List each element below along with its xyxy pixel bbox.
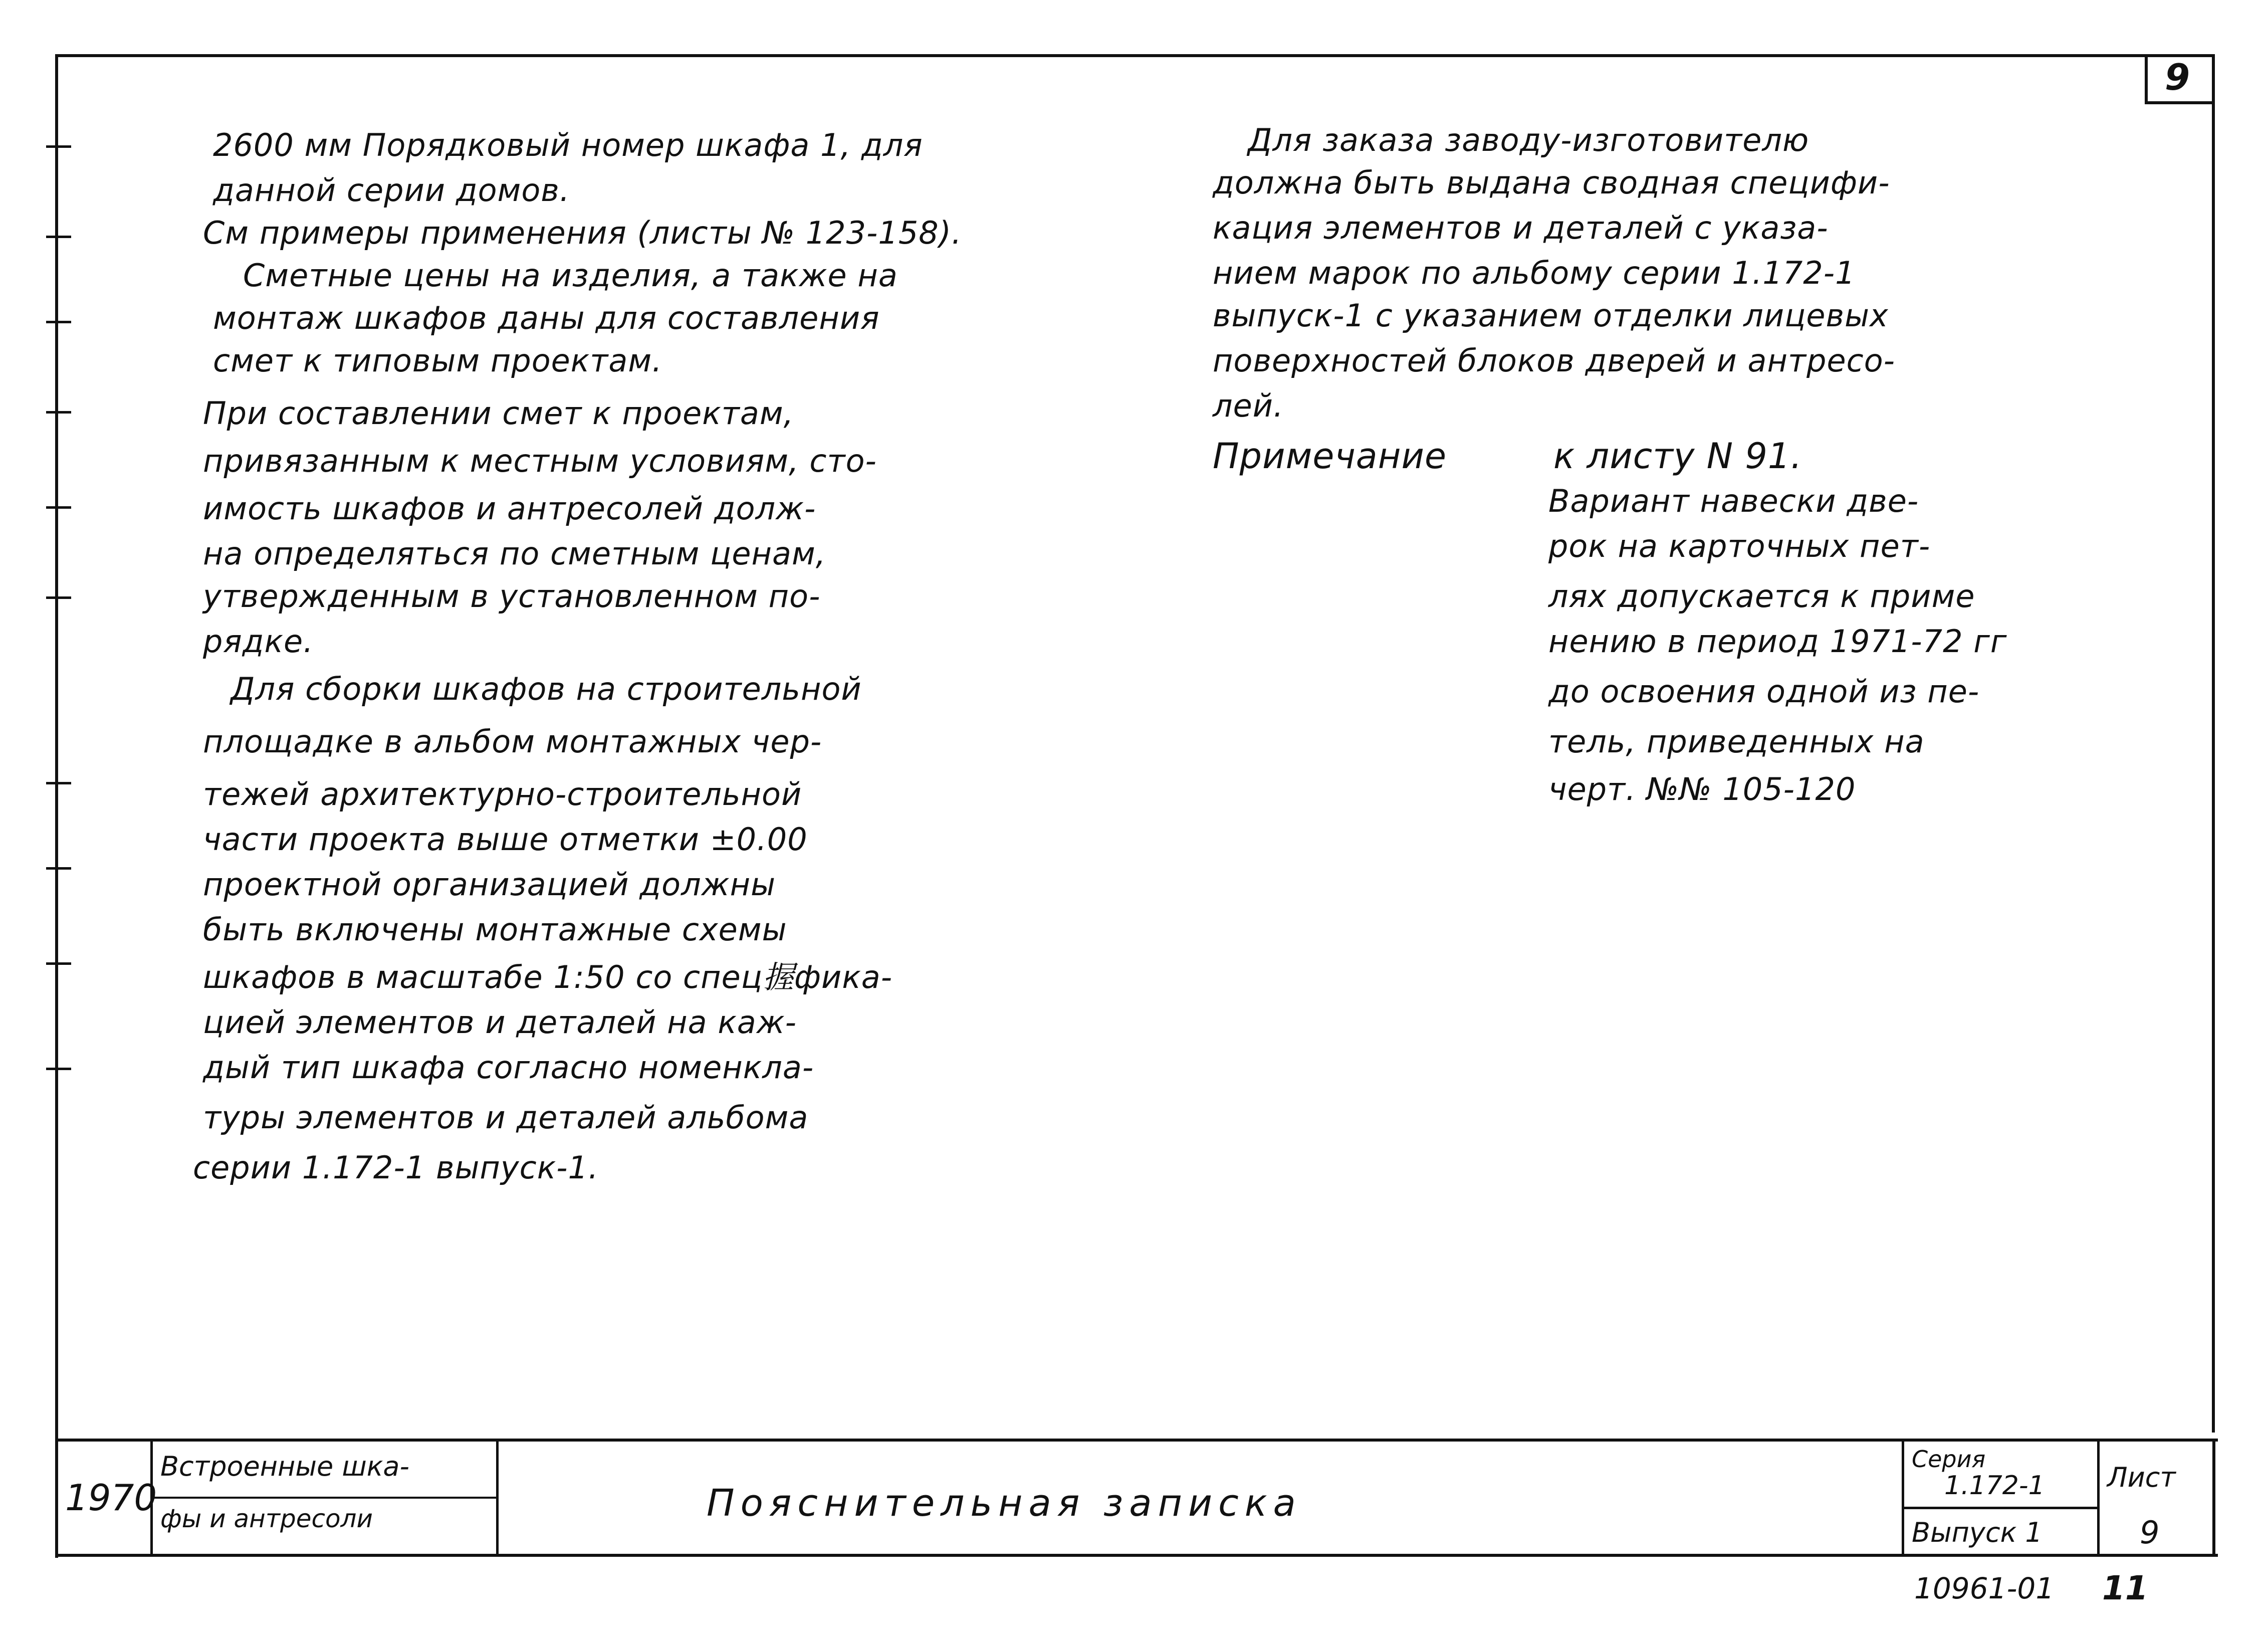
year: 1970 <box>65 1477 157 1519</box>
subject-line1: Встроенные шка- <box>160 1451 409 1482</box>
left-line: на определяться по сметным ценам, <box>203 535 826 572</box>
note-line: до освоения одной из пе- <box>1548 673 1980 710</box>
separator <box>496 1442 499 1557</box>
note-label: Примечание <box>1213 436 1447 477</box>
frame-right <box>2212 54 2215 1433</box>
left-line: серии 1.172-1 выпуск-1. <box>193 1149 599 1186</box>
left-line: имость шкафов и антресолей долж- <box>203 490 816 527</box>
left-line: утвержденным в установленном по- <box>203 578 821 615</box>
margin-tick <box>46 1068 71 1070</box>
separator <box>2212 1442 2215 1557</box>
frame-left <box>55 54 58 1558</box>
separator <box>2097 1442 2100 1557</box>
margin-tick <box>46 506 71 509</box>
left-line: тежей архитектурно-строительной <box>203 776 802 812</box>
note-line: к листу N 91. <box>1553 436 1802 477</box>
doc-number: 10961-01 <box>1914 1571 2055 1605</box>
sheet-label: Лист <box>2107 1462 2176 1493</box>
title-block <box>55 1439 2218 1557</box>
note-line: черт. №№ 105-120 <box>1548 771 1856 807</box>
issue-label: Выпуск 1 <box>1912 1517 2043 1548</box>
right-line: Для заказа заводу-изготовителю <box>1248 122 1809 158</box>
margin-tick <box>46 411 71 414</box>
document-title: Пояснительная записка <box>707 1482 1302 1525</box>
series-label: Серия <box>1912 1446 1986 1473</box>
left-line: быть включены монтажные схемы <box>203 911 787 948</box>
margin-tick <box>46 962 71 965</box>
margin-tick <box>46 596 71 599</box>
left-line: туры элементов и деталей альбома <box>203 1099 809 1136</box>
corner-sheet-number: 9 <box>2165 56 2190 98</box>
left-line: Сметные цены на изделия, а также на <box>243 257 898 294</box>
left-line: шкафов в масштабе 1:50 со спец握фика- <box>203 959 893 995</box>
separator <box>1902 1507 2097 1509</box>
note-line: нению в период 1971-72 гг <box>1548 623 2007 660</box>
left-line: При составлении смет к проектам, <box>203 395 794 432</box>
note-line: лях допускается к приме <box>1548 578 1975 615</box>
frame-top <box>55 54 2215 57</box>
left-line: рядке. <box>203 623 314 660</box>
subject-line2: фы и антресоли <box>160 1504 373 1533</box>
sheet-value: 9 <box>2140 1514 2160 1551</box>
left-line: проектной организацией должны <box>203 866 776 903</box>
left-line: смет к типовым проектам. <box>213 342 662 379</box>
note-line: Вариант навески две- <box>1548 483 1919 519</box>
left-line: Для сборки шкафов на строительной <box>231 671 862 707</box>
left-line: 2600 мм Порядковый номер шкафа 1, для <box>213 127 923 163</box>
margin-tick <box>46 236 71 238</box>
left-line: привязанным к местным условиям, сто- <box>203 443 877 479</box>
note-line: рок на карточных пет- <box>1548 528 1931 564</box>
margin-tick <box>46 782 71 784</box>
separator <box>150 1497 496 1499</box>
right-line: поверхностей блоков дверей и антресо- <box>1213 342 1896 379</box>
right-line: нием марок по альбому серии 1.172-1 <box>1213 255 1856 291</box>
left-line: данной серии домов. <box>213 172 570 209</box>
left-line: дый тип шкафа согласно номенкла- <box>203 1049 814 1086</box>
separator <box>1902 1442 1904 1557</box>
left-line: площадке в альбом монтажных чер- <box>203 723 822 760</box>
page-number: 11 <box>2102 1569 2148 1607</box>
series-value: 1.172-1 <box>1944 1471 2045 1501</box>
note-line: тель, приведенных на <box>1548 723 1925 760</box>
left-line: монтаж шкафов даны для составления <box>213 300 880 336</box>
right-line: выпуск-1 с указанием отделки лицевых <box>1213 297 1889 334</box>
margin-tick <box>46 321 71 323</box>
right-line: должна быть выдана сводная специфи- <box>1213 164 1890 201</box>
left-line: части проекта выше отметки ±0.00 <box>203 821 808 858</box>
right-line: кация элементов и деталей с указа- <box>1213 210 1829 246</box>
left-line: См примеры применения (листы № 123-158). <box>203 215 962 251</box>
left-line: цией элементов и деталей на каж- <box>203 1004 797 1041</box>
margin-tick <box>46 145 71 148</box>
margin-tick <box>46 867 71 870</box>
right-line: лей. <box>1213 387 1284 424</box>
